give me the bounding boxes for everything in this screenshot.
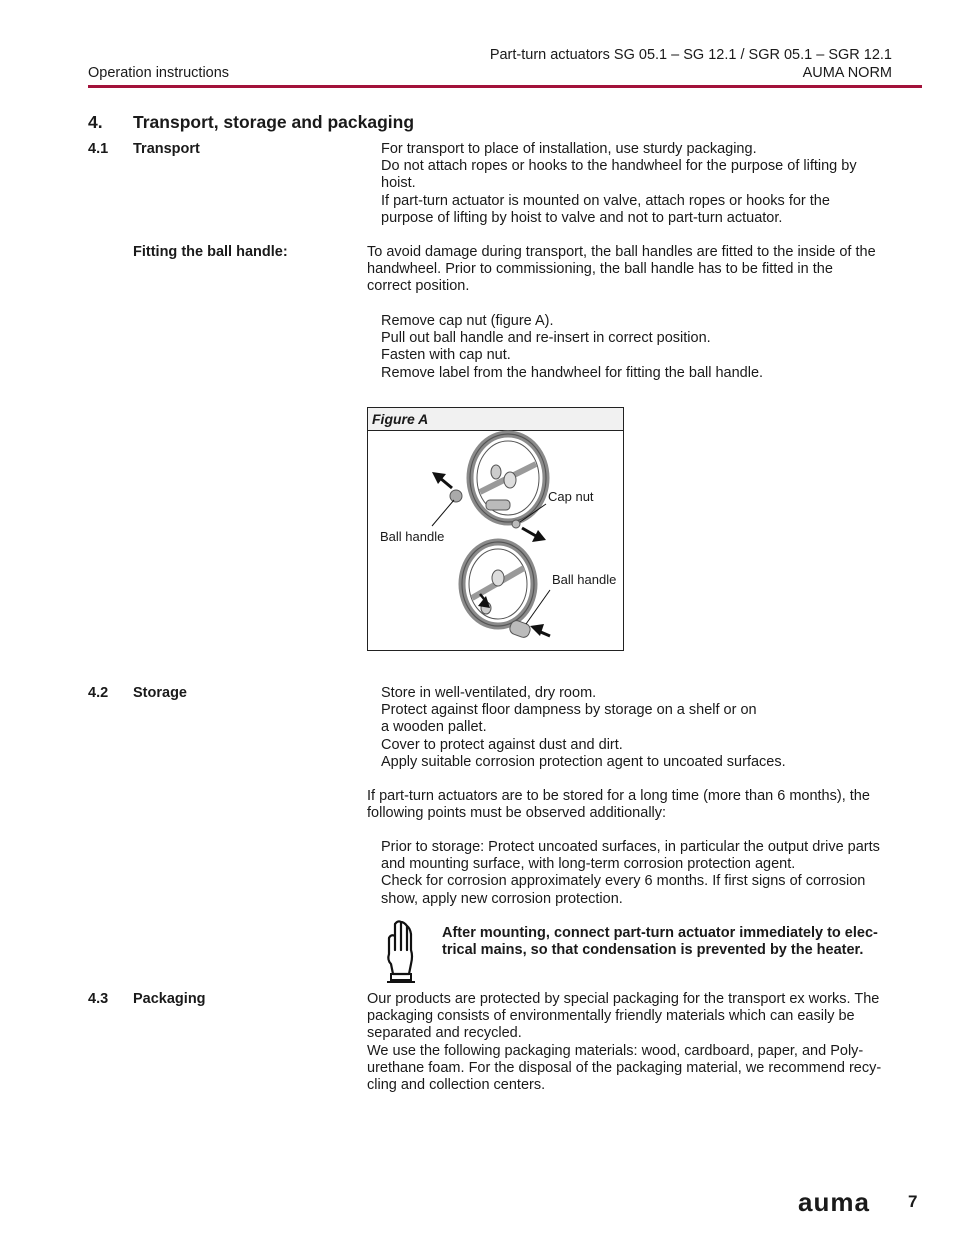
ball-handle-intro <box>367 244 876 296</box>
text-line: packaging consists of environmentally friendly materials which can easily be <box>367 1008 855 1025</box>
text-line: a wooden pallet. <box>381 719 487 736</box>
text-line: Cover to protect against dust and dirt. <box>381 736 623 753</box>
auma-logo: auma <box>798 1187 870 1217</box>
packaging-text <box>367 991 881 1094</box>
section-title: Transport, storage and packaging <box>133 112 415 132</box>
transport-text <box>381 141 857 227</box>
storage-long-term-steps <box>381 839 880 908</box>
product-line-title: Part-turn actuators SG 05.1 – SG 12.1 / SGR 05.1 – SGR 12.1 <box>489 47 892 63</box>
text-line: Check for corrosion approximately every 6 months. If first signs of corrosion <box>381 873 866 890</box>
text-line: Apply suitable corrosion protection agent to uncoated surfaces. <box>381 753 786 770</box>
text-line: handwheel. Prior to commissioning, the ball handle has to be fitted in the <box>367 261 833 278</box>
subsection-number-storage: 4.2 <box>88 685 109 701</box>
text-line: purpose of lifting by hoist to valve and not to part-turn actuator. <box>381 209 783 226</box>
arrow-out-left <box>440 478 452 488</box>
arrow-out-right <box>522 528 536 536</box>
subsection-number-packaging: 4.3 <box>88 991 109 1007</box>
header-rule <box>88 85 922 88</box>
text-line: Our products are protected by special packaging for the transport ex works. The <box>367 991 880 1007</box>
text-line: To avoid damage during transport, the ball handles are fitted to the inside of the <box>367 244 876 260</box>
text-line: show, apply new corrosion protection. <box>381 890 623 907</box>
text-line: hoist. <box>381 175 416 192</box>
text-line: If part-turn actuators are to be stored for a long time (more than 6 months), the <box>367 788 870 804</box>
text-line: correct position. <box>367 278 470 295</box>
text-line: and mounting surface, with long-term corrosion protection agent. <box>381 856 796 873</box>
pointing-hand-icon <box>381 920 417 986</box>
label-ball-handle-upper: Ball handle <box>380 529 445 544</box>
storage-steps <box>381 685 786 771</box>
label-ball-handle-lower: Ball handle <box>552 572 617 587</box>
text-line: following points must be observed additionally: <box>367 805 667 822</box>
text-line: Do not attach ropes or hooks to the handwheel for the purpose of lifting by <box>381 158 857 175</box>
text-line: separated and recycled. <box>367 1025 522 1042</box>
text-line: Store in well-ventilated, dry room. <box>381 685 597 701</box>
handwheel-lower <box>462 542 534 626</box>
figure-a <box>367 407 624 651</box>
subsection-number-transport: 4.1 <box>88 141 109 157</box>
storage-long-term-intro <box>367 788 870 822</box>
text-line: Prior to storage: Protect uncoated surfaces, in particular the output drive parts <box>381 839 880 855</box>
note-line: After mounting, connect part-turn actuator immediately to elec- <box>442 925 878 941</box>
text-line: Protect against floor dampness by storage on a shelf or on <box>381 702 757 719</box>
text-line: urethane foam. For the disposal of the packaging material, we recommend recy- <box>367 1059 882 1076</box>
text-line: cling and collection centers. <box>367 1077 546 1094</box>
document-type: Operation instructions <box>88 65 230 81</box>
section-number: 4. <box>88 112 103 132</box>
handwheel-upper <box>470 434 546 522</box>
label-cap-nut: Cap nut <box>548 489 594 504</box>
ball-handle-heading: Fitting the ball handle: <box>133 244 288 260</box>
cap-nut-part <box>512 520 520 528</box>
text-line: If part-turn actuator is mounted on valve, attach ropes or hooks for the <box>381 192 830 209</box>
step-item: Remove label from the handwheel for fitting the ball handle. <box>381 364 764 381</box>
ball-handle-part <box>450 490 462 502</box>
step-item: Fasten with cap nut. <box>381 347 511 364</box>
step-item: Pull out ball handle and re-insert in correct position. <box>381 330 711 347</box>
step-item: Remove cap nut (figure A). <box>381 313 554 329</box>
subsection-title-storage: Storage <box>133 685 187 701</box>
mounting-note <box>442 925 878 959</box>
note-line: trical mains, so that condensation is prevented by the heater. <box>442 942 864 959</box>
text-line: We use the following packaging materials: wood, cardboard, paper, and Poly- <box>367 1042 864 1059</box>
page-number: 7 <box>908 1192 918 1211</box>
subsection-title-transport: Transport <box>133 141 200 157</box>
figure-caption: Figure A <box>372 411 429 427</box>
subsection-title-packaging: Packaging <box>133 991 206 1007</box>
brand-line: AUMA NORM <box>802 65 892 81</box>
text-line: For transport to place of installation, use sturdy packaging. <box>381 141 757 157</box>
ball-handle-steps <box>381 313 763 382</box>
